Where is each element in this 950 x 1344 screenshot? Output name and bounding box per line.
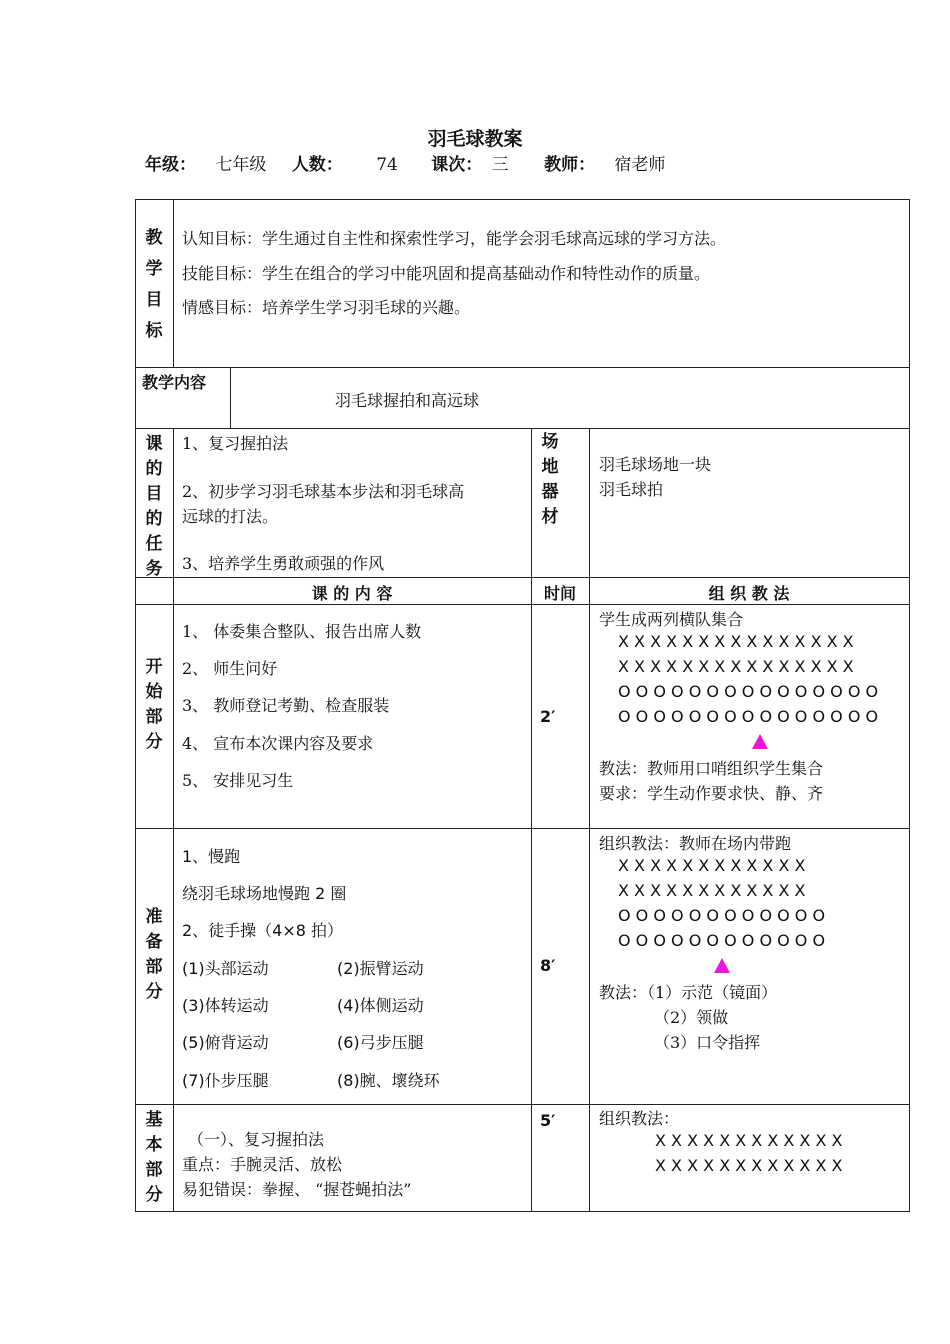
prep-note: （2）领做 [654,1008,729,1027]
start-item-1: 1、 体委集合整队、报告出席人数 [182,622,422,641]
venue-item: 羽毛球场地一块 [599,455,712,474]
page-title: 羽毛球教案 [427,128,523,150]
grade-value: 七年级 [215,155,267,175]
formation-row: X X X X X X X X X X X X [655,1131,843,1150]
prep-note: （3）口令指挥 [654,1033,761,1052]
formation-row: O O O O O O O O O O O O O O O [618,682,879,701]
exercise-item: (6)弓步压腿 [337,1033,424,1052]
formation-row: X X X X X X X X X X X X [618,856,806,875]
table-border [135,828,910,829]
formation-row: X X X X X X X X X X X X [618,881,806,900]
goal-skill: 技能目标：学生在组合的学习中能巩固和提高基础动作和特性动作的质量。 [182,264,711,283]
formation-row: O O O O O O O O O O O O [618,906,826,925]
content-value: 羽毛球握拍和高远球 [335,391,480,410]
start-note: 教法：教师用口哨组织学生集合 [599,759,824,778]
start-item-2: 2、 师生问好 [182,659,278,678]
basic-item-3: 易犯错误：拳握、 “握苍蝇拍法” [182,1180,412,1199]
basic-label: 基 本 部 分 [145,1110,163,1205]
formation-row: X X X X X X X X X X X X X X X [618,657,854,676]
prep-label: 准 备 部 分 [145,907,163,1002]
lesson-value: 三 [491,155,509,175]
teacher-marker-icon [752,734,768,749]
exercise-item: (2)振臂运动 [337,959,424,978]
prep-item-1b: 绕羽毛球场地慢跑 2 圈 [182,884,347,903]
column-header-method: 组 织 教 法 [708,584,790,603]
start-item-3: 3、 教师登记考勤、检查服装 [182,696,390,715]
goals-label: 教 学 目 标 [145,228,163,341]
formation-row: O O O O O O O O O O O O O O O [618,707,879,726]
count-value: 74 [376,155,398,175]
table-border [135,577,910,578]
formation-row: X X X X X X X X X X X X X X X [618,632,854,651]
formation-row: O O O O O O O O O O O O [618,931,826,950]
table-border [135,199,910,200]
goal-affective: 情感目标：培养学生学习羽毛球的兴趣。 [182,298,471,317]
prep-method-title: 组织教法：教师在场内带跑 [599,834,792,853]
exercise-item: (1)头部运动 [182,959,269,978]
task-item-2: 2、初步学习羽毛球基本步法和羽毛球高 [182,482,465,501]
task-item-2-cont: 远球的打法。 [182,507,279,526]
venue-label: 场 地 器 材 [541,432,559,527]
basic-item-2: 重点：手腕灵活、放松 [182,1155,343,1174]
prep-item-1: 1、慢跑 [182,847,241,866]
table-border [135,1104,910,1105]
start-item-4: 4、 宣布本次课内容及要求 [182,734,374,753]
table-border [135,367,910,368]
start-method-title: 学生成两列横队集合 [599,610,744,629]
teacher-label: 教师： [544,155,596,175]
table-border [589,428,590,1212]
tasks-label: 课 的 目 的 任 务 [145,434,163,579]
table-border [173,428,174,1212]
grade-label: 年级： [145,155,196,175]
basic-item-1: （一）、复习握拍法 [188,1130,325,1149]
task-item-1: 1、复习握拍法 [182,434,289,453]
prep-time: 8′ [540,956,556,975]
table-border [135,428,910,429]
lesson-label: 课次： [431,155,483,175]
basic-method-title: 组织教法： [599,1109,680,1128]
table-border [173,199,174,368]
formation-row: X X X X X X X X X X X X [655,1156,843,1175]
prep-note: 教法：（1）示范（镜面） [599,983,778,1002]
basic-time: 5′ [540,1111,556,1130]
content-label: 教学内容 [142,373,207,392]
start-time: 2′ [540,707,556,726]
start-note: 要求：学生动作要求快、静、齐 [599,784,824,803]
table-border [909,199,910,1212]
lesson-meta [145,150,665,175]
column-header-time: 时间 [543,584,576,603]
teacher-marker-icon [714,958,730,973]
start-label: 开 始 部 分 [145,657,163,752]
goal-cognitive: 认知目标：学生通过自主性和探索性学习，能学会羽毛球高远球的学习方法。 [182,229,727,248]
venue-item: 羽毛球拍 [599,480,664,499]
start-item-5: 5、 安排见习生 [182,771,294,790]
table-border [230,367,231,429]
exercise-item: (5)俯背运动 [182,1033,269,1052]
prep-item-2: 2、徒手操（4×8 拍） [182,921,344,940]
exercise-item: (7)仆步压腿 [182,1071,269,1090]
teacher-value: 宿老师 [614,155,666,175]
task-item-3: 3、培养学生勇敢顽强的作风 [182,554,385,573]
column-header-content: 课 的 内 容 [311,584,393,603]
exercise-item: (3)体转运动 [182,996,269,1015]
exercise-item: (4)体侧运动 [337,996,424,1015]
table-border [135,1211,910,1212]
table-border [531,428,532,1212]
count-label: 人数： [291,155,343,175]
exercise-item: (8)腕、壞绕环 [337,1071,440,1090]
table-border [135,604,910,605]
